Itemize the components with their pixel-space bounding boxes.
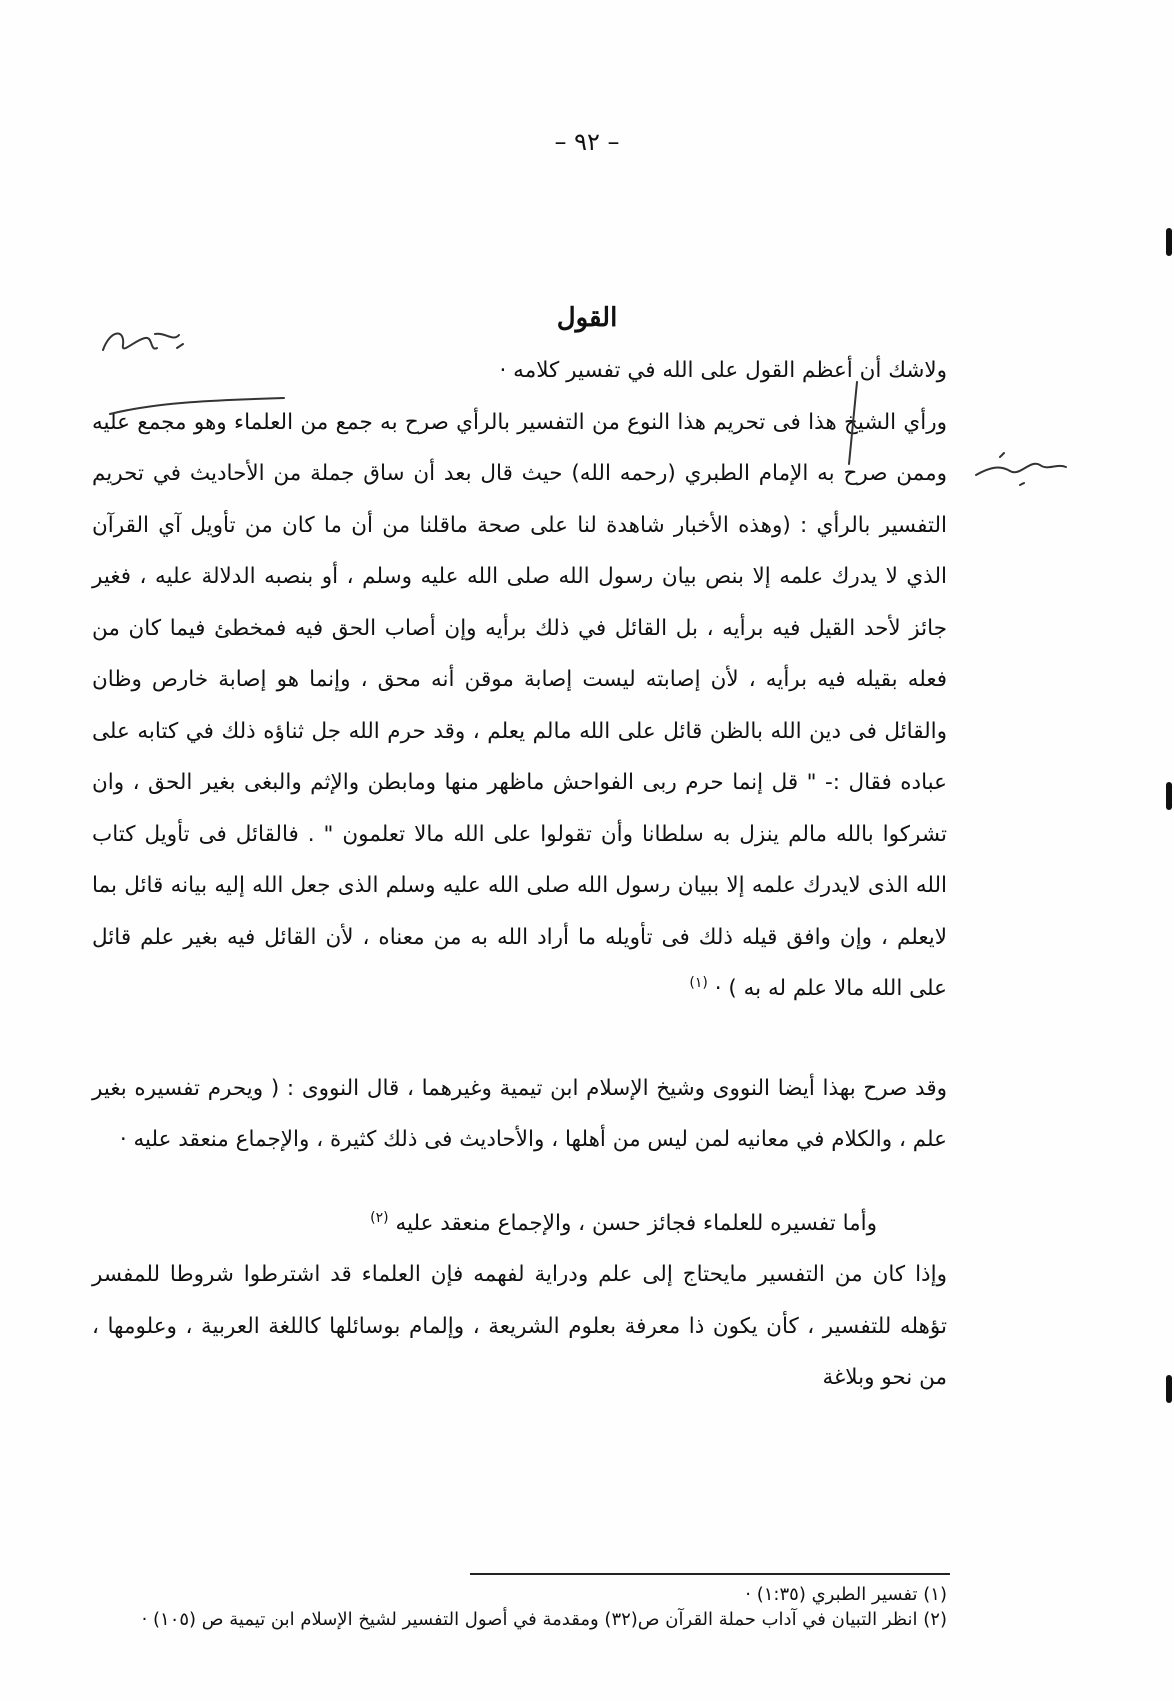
paragraph-4: وإذا كان من التفسير مايحتاج إلى علم ودراية لفهمه فإن العلماء قد اشترطوا شروطا للمفسر تؤهله للتفسير ، كأن يكون ذا معرفة بعلوم الشريعة ، وإلمام بوسائلها كاللغة العربية ، وعلومها ، من نحو وبلاغة xyxy=(92,1262,947,1390)
scan-edge-mark xyxy=(1166,228,1172,256)
footnote-ref-2: (٢) xyxy=(370,1209,389,1226)
handwritten-margin-note-right xyxy=(970,445,1080,495)
handwritten-margin-note-left xyxy=(95,320,190,365)
paragraph-1-quote-text: ورأي الشيخ هذا فى تحريم هذا النوع من التفسير بالرأي صرح به جمع من العلماء وهو مجمع عليه وممن صرح به الإمام الطبري (رحمه الله) حيث قال بعد أن ساق جملة من الأحاديث في تحريم التفسير بالرأي : (وهذه الأخبار شاهدة لنا على صحة ماقلنا من أن ما كان من تأويل آي القرآن الذي لا يدرك علمه إلا بنص بيان رسول الله صلى الله عليه وسلم ، أو بنصبه الدلالة عليه ، فغير جائز لأحد القيل فيه برأيه ، بل القائل في ذلك برأيه وإن أصاب الحق فيه فمخطئ فيما كان من فعله بقيله فيه برأيه ، لأن إصابته ليست إصابة موقن أنه محق ، وإنما هو إصابة خارص وظان والقائل فى دين الله بالظن قائل على الله مالم يعلم ، وقد حرم الله جل ثناؤه ذلك في كتابه على عباده فقال :- " قل إنما حرم ربى الفواحش ماظهر منها ومابطن والإثم والبغى بغير الحق ، وان تشركوا بالله مالم ينزل به سلطانا وأن تقولوا على الله مالا تعلمون " . فالقائل فى تأويل كتاب الله الذى لايدرك علمه إلا ببيان رسول الله صلى الله عليه وسلم الذى جعل الله إليه بيانه قائل بما لايعلم ، وإن وافق قيله ذلك فى تأويله ما أراد الله به من معناه ، لأن القائل فيه بغير علم قائل على الله مالا علم له به ) · xyxy=(92,409,947,1001)
paragraph-2: وقد صرح بهذا أيضا النووى وشيخ الإسلام ابن تيمية وغيرهما ، قال النووى : ( ويحرم تفسيره بغير علم ، والكلام في معانيه لمن ليس من أهلها ، والأحاديث فى ذلك كثيرة ، والإجماع منعقد عليه · xyxy=(92,1075,947,1152)
footnote-divider xyxy=(470,1573,950,1575)
paragraph-3 xyxy=(92,1198,947,1250)
page-number: – ٩٢ – xyxy=(554,128,620,156)
paragraph-3-text: وأما تفسيره للعلماء فجائز حسن ، والإجماع منعقد عليه xyxy=(395,1210,877,1236)
footnotes xyxy=(92,1582,947,1632)
paragraph-1-line-1: ولاشك أن أعظم القول على الله في تفسير كلامه · xyxy=(499,358,947,383)
paragraph-1-quote xyxy=(92,397,947,1015)
body-text xyxy=(92,345,947,1404)
scan-edge-mark xyxy=(1166,1375,1172,1403)
scan-edge-mark xyxy=(1166,782,1172,810)
footnote-1: (١) تفسير الطبري (١:٣٥) · xyxy=(745,1584,947,1605)
handwritten-underline-stroke xyxy=(108,392,288,422)
section-heading: القول xyxy=(556,303,618,333)
footnote-2: (٢) انظر التبيان في آداب حملة القرآن ص(٣٢) ومقدمة في أصول التفسير لشيخ الإسلام ابن تيمية ص (١٠٥) · xyxy=(141,1609,947,1630)
footnote-ref-1: (١) xyxy=(689,974,708,991)
handwritten-insertion-mark xyxy=(843,378,863,468)
